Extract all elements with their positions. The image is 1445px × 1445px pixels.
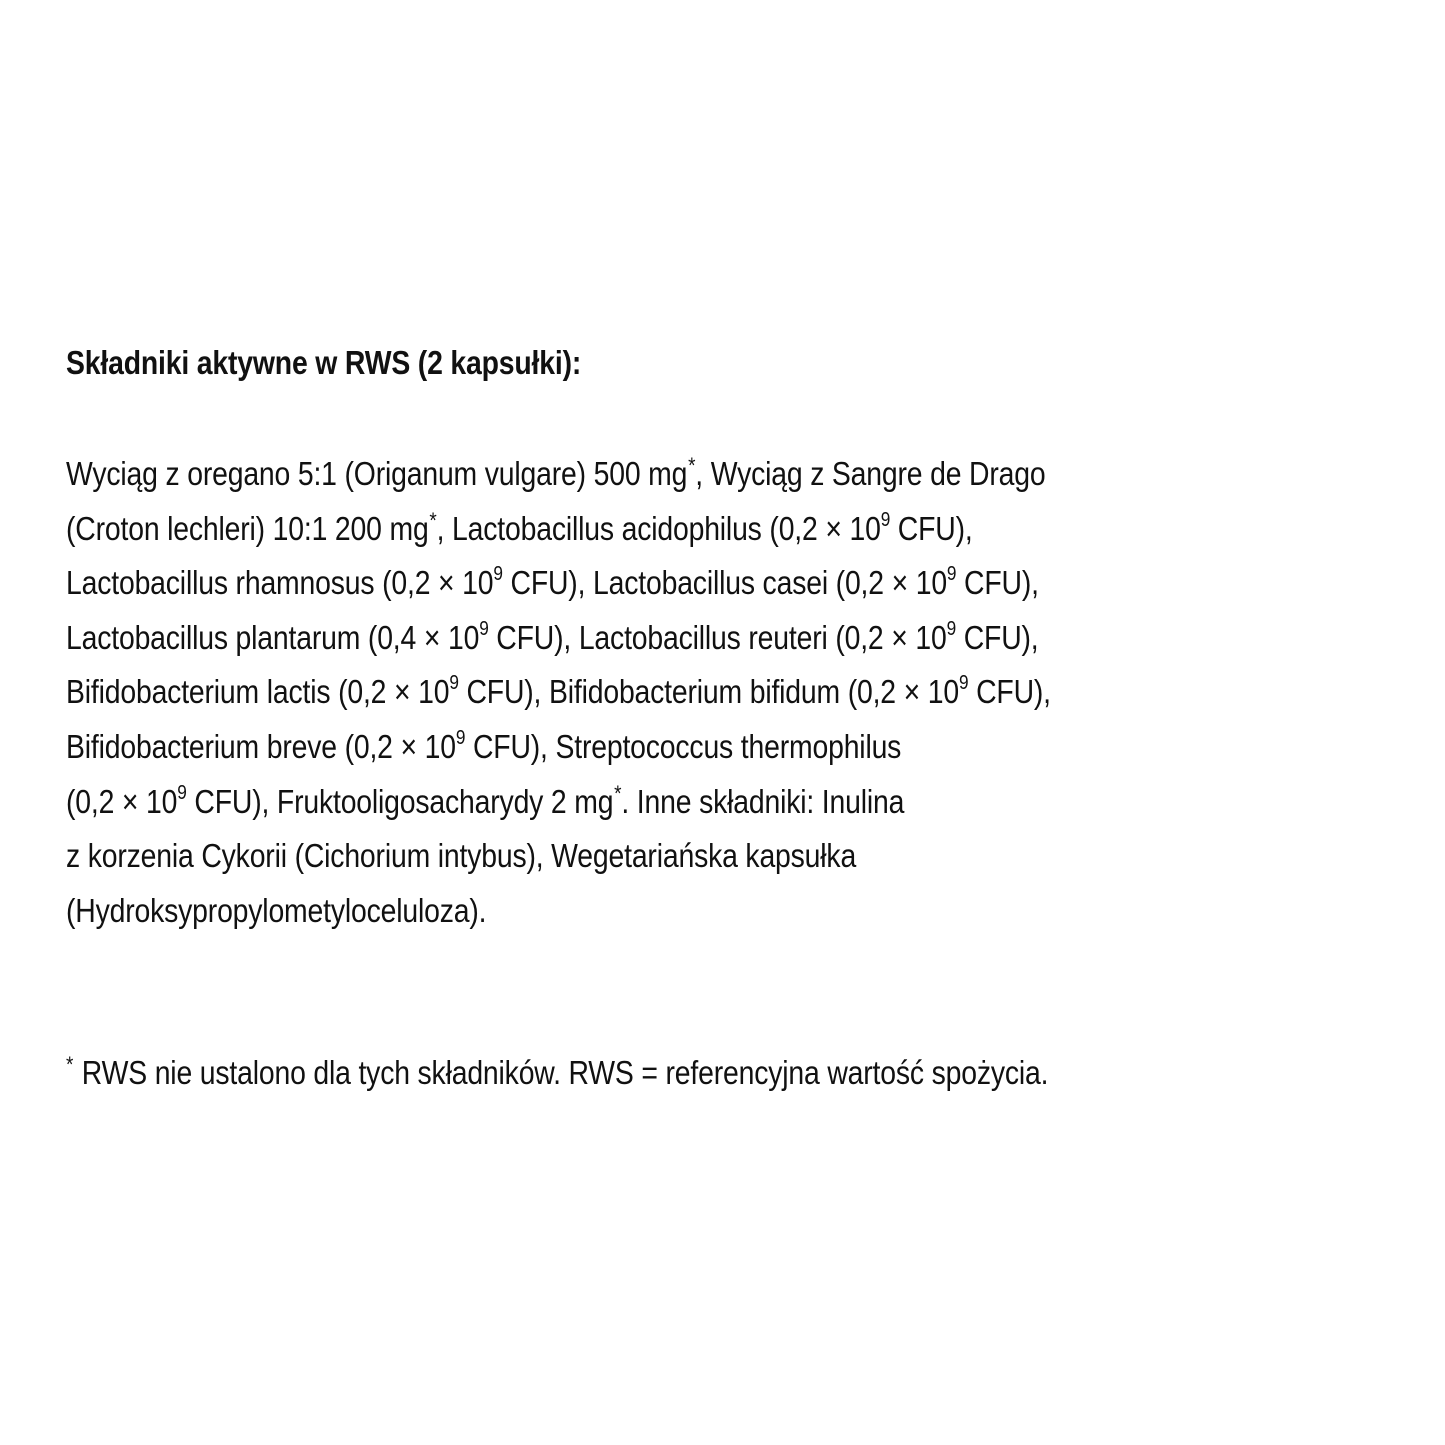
exponent: 9	[177, 781, 187, 804]
ingredient-text: CFU),	[968, 673, 1051, 711]
footnote	[66, 1050, 1048, 1096]
ingredients-line	[66, 502, 1051, 557]
exponent: 9	[946, 617, 957, 640]
ingredient-text: (Hydroksypropylometyloceluloza).	[66, 891, 487, 929]
ingredient-text: CFU),	[956, 564, 1039, 602]
ingredient-text: Lactobacillus plantarum (0,4 × 10	[66, 618, 480, 656]
exponent: 9	[455, 726, 466, 749]
asterisk-icon: *	[429, 507, 437, 533]
ingredient-text: Lactobacillus rhamnosus (0,2 × 10	[66, 564, 494, 602]
footnote-text: RWS nie ustalono dla tych składników. RWS = referencyjna wartość spożycia.	[81, 1054, 1049, 1091]
ingredient-text: CFU), Lactobacillus reuteri (0,2 × 10	[488, 618, 947, 656]
ingredient-text: CFU), Bifidobacterium bifidum (0,2 × 10	[458, 673, 959, 711]
ingredients-line	[66, 665, 1051, 720]
ingredients-line	[66, 556, 1051, 611]
ingredient-text: CFU), Lactobacillus casei (0,2 × 10	[502, 564, 947, 602]
asterisk-icon: *	[66, 1052, 74, 1077]
ingredients-line	[66, 720, 1051, 775]
ingredient-text: Bifidobacterium breve (0,2 × 10	[66, 727, 456, 765]
ingredients-line	[66, 447, 1051, 502]
ingredient-text: . Inne składniki: Inulina	[621, 782, 905, 820]
exponent: 9	[493, 563, 503, 586]
ingredient-text: CFU),	[890, 509, 973, 547]
ingredient-text: CFU), Fruktooligosacharydy 2 mg	[186, 782, 614, 820]
exponent: 9	[479, 617, 489, 640]
ingredients-line	[66, 611, 1051, 666]
ingredients-line	[66, 775, 1051, 830]
ingredient-text: CFU),	[956, 618, 1039, 656]
ingredients-line	[66, 884, 1051, 939]
exponent: 9	[449, 672, 459, 695]
ingredient-text: CFU), Streptococcus thermophilus	[465, 727, 902, 765]
ingredients-line	[66, 829, 1051, 884]
exponent: 9	[958, 672, 969, 695]
ingredient-text: , Lactobacillus acidophilus (0,2 × 10	[436, 509, 881, 547]
ingredients-heading: Składniki aktywne w RWS (2 kapsułki):	[66, 344, 582, 381]
ingredient-text: (Croton lechleri) 10:1 200 mg	[66, 509, 429, 547]
ingredients-list-paragraph	[66, 447, 1211, 938]
ingredient-text: (0,2 × 10	[66, 782, 178, 820]
ingredient-text: Bifidobacterium lactis (0,2 × 10	[66, 673, 450, 711]
ingredient-text: , Wyciąg z Sangre de Drago	[695, 455, 1046, 492]
ingredient-text: Wyciąg z oregano 5:1 (Origanum vulgare) 500 mg	[66, 455, 688, 492]
ingredient-text: z korzenia Cykorii (Cichorium intybus), Wegetariańska kapsułka	[66, 837, 857, 875]
exponent: 9	[946, 563, 957, 586]
asterisk-icon: *	[688, 453, 696, 478]
asterisk-icon: *	[614, 780, 622, 806]
exponent: 9	[880, 508, 891, 531]
